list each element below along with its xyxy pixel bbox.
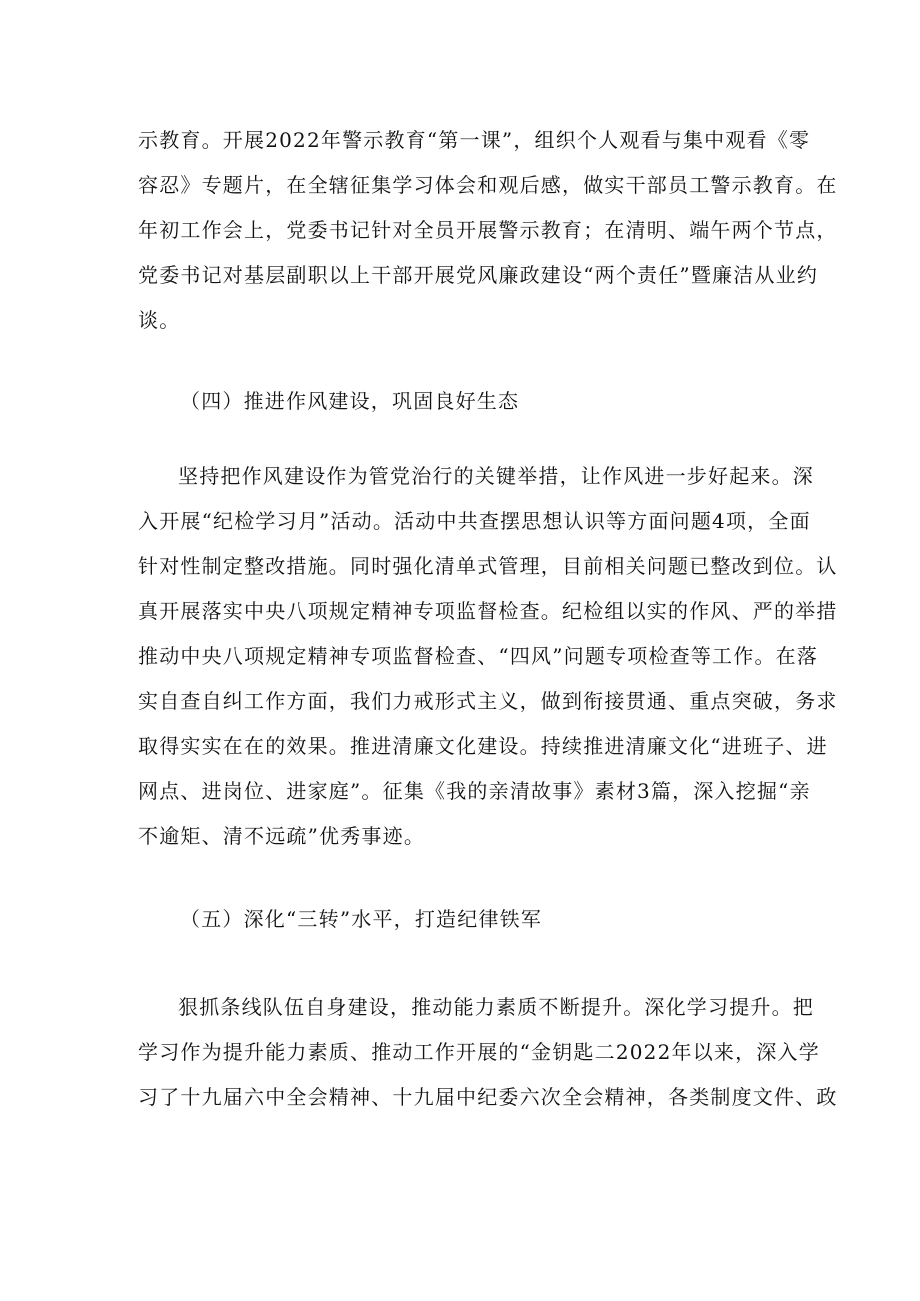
text-line: 实自查自纠工作方面，我们力戒形式主义，做到衔接贯通、重点突破，务求	[138, 689, 838, 713]
text-line: 容忍》专题片，在全辖征集学习体会和观后感，做实干部员工警示教育。在	[138, 173, 838, 197]
text-line: 坚持把作风建设作为管党治行的关键举措，让作风进一步好起来。深	[178, 464, 814, 488]
text-line: 取得实实在在的效果。推进清廉文化建设。持续推进清廉文化“进班子、进	[138, 734, 828, 758]
text-line: 年初工作会上，党委书记针对全员开展警示教育；在清明、端午两个节点，	[138, 218, 838, 242]
text-line: 推动中央八项规定精神专项监督检查、“四风”问题专项检查等工作。在落	[138, 644, 819, 668]
section-heading-4: （四）推进作风建设，巩固良好生态	[180, 389, 520, 413]
text-line: 真开展落实中央八项规定精神专项监督检查。纪检组以实的作风、严的举措	[138, 599, 838, 623]
text-line: 不逾矩、清不远疏”优秀事迹。	[138, 824, 426, 848]
text-line: 入开展“纪检学习月”活动。活动中共查摆思想认识等方面问题4项，全面	[138, 509, 811, 533]
text-line: 针对性制定整改措施。同时强化清单式管理，目前相关问题已整改到位。认	[138, 554, 838, 578]
text-line: 学习作为提升能力素质、推动工作开展的“金钥匙二2022年以来，深入学	[138, 1040, 820, 1064]
section-heading-5: （五）深化“三转”水平，打造纪律铁军	[180, 907, 543, 931]
text-line: 党委书记对基层副职以上干部开展党风廉政建设“两个责任”暨廉洁从业约	[138, 263, 819, 287]
text-line: 狠抓条线队伍自身建设，推动能力素质不断提升。深化学习提升。把	[178, 995, 814, 1019]
text-line: 网点、进岗位、进家庭”。征集《我的亲清故事》素材3篇，深入挖掘“亲	[138, 779, 811, 803]
text-line: 示教育。开展2022年警示教育“第一课”，组织个人观看与集中观看《零	[138, 128, 811, 152]
text-line: 习了十九届六中全会精神、十九届中纪委六次全会精神，各类制度文件、政	[138, 1085, 838, 1109]
text-line: 谈。	[138, 308, 181, 332]
